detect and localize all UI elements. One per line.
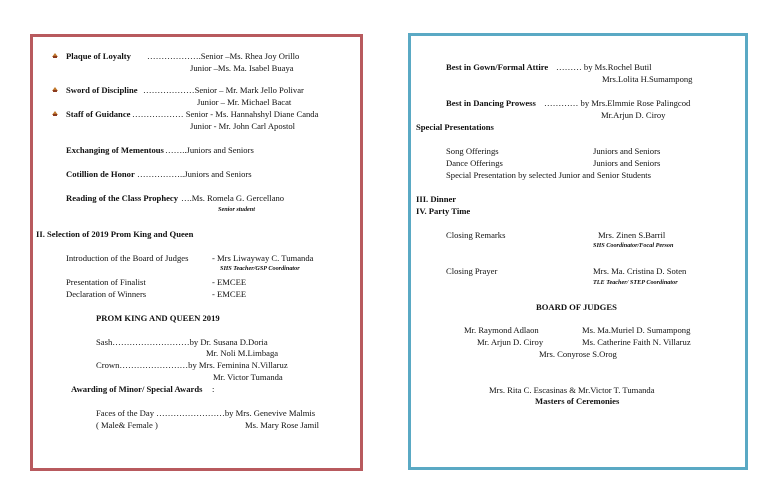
cotillion-label: Cotillion de Honor: [66, 169, 135, 179]
gown-value2: Mrs.Lolita H.Sumampong: [602, 74, 693, 84]
bullet-icon: [52, 110, 58, 116]
prophecy-label: Reading of the Class Prophecy: [66, 193, 179, 203]
bullet-icon: [52, 86, 58, 92]
closing-remarks-role: SHS Coordinator/Focal Person: [593, 242, 674, 249]
judge-conyrose: Mrs. Conyrose S.Orog: [539, 349, 617, 359]
prophecy-value: ….Ms. Romela G. Gercellano: [181, 193, 285, 203]
bullet-icon: [52, 52, 58, 58]
prophecy-role: Senior student: [218, 206, 255, 213]
sash-line: Sash………………………by Dr. Susana D.Doria: [96, 337, 268, 347]
prom-heading: PROM KING AND QUEEN 2019: [96, 313, 220, 323]
dancing-value: ………… by Mrs.Elmmie Rose Palingcod: [544, 98, 691, 108]
closing-prayer-label: Closing Prayer: [446, 266, 498, 276]
plaque-junior: Junior –Ms. Ma. Isabel Buaya: [190, 63, 294, 73]
mementos-label: Exchanging of Mementous: [66, 145, 164, 155]
closing-prayer-value: Mrs. Ma. Cristina D. Soten: [593, 266, 687, 276]
crown-line2: Mr. Victor Tumanda: [213, 372, 283, 382]
gown-label: Best in Gown/Formal Attire: [446, 62, 549, 72]
faces-presenter: Ms. Mary Rose Jamil: [245, 420, 319, 430]
song-value: Juniors and Seniors: [593, 146, 661, 156]
sword-junior: Junior – Mr. Michael Bacat: [197, 97, 292, 107]
plaque-senior: ……………….Senior –Ms. Rhea Joy Orillo: [147, 51, 300, 61]
cotillion-value: ……………..Juniors and Seniors: [137, 169, 252, 179]
emcees-names: Mrs. Rita C. Escasinas & Mr.Victor T. Tumanda: [489, 385, 655, 395]
dancing-label: Best in Dancing Prowess: [446, 98, 536, 108]
mementos-value: ……..Juniors and Seniors: [165, 145, 254, 155]
dance-label: Dance Offerings: [446, 158, 503, 168]
faces-category: ( Male& Female ): [96, 420, 158, 430]
intro-judges-value: - Mrs Liwayway C. Tumanda: [212, 253, 314, 263]
board-heading: BOARD OF JUDGES: [536, 302, 617, 312]
awards-label: Awarding of Minor/ Special Awards: [71, 384, 203, 394]
staff-junior: Junior - Mr. John Carl Apostol: [190, 121, 296, 131]
judge-muriel: Ms. Ma.Muriel D. Sumampong: [582, 325, 691, 335]
sword-senior: ………………Senior – Mr. Mark Jello Polivar: [143, 85, 304, 95]
winners-value: - EMCEE: [212, 289, 247, 299]
awards-colon: :: [212, 384, 215, 394]
closing-prayer-role: TLE Teacher/ STEP Coordinator: [593, 279, 678, 286]
judge-raymond: Mr. Raymond Adlaon: [464, 325, 539, 335]
judge-catherine: Ms. Catherine Faith N. Villaruz: [582, 337, 691, 347]
dance-value: Juniors and Seniors: [593, 158, 661, 168]
emcees-title: Masters of Ceremonies: [535, 396, 620, 406]
staff-label: Staff of Guidance: [66, 109, 131, 119]
judge-arjun: Mr. Arjun D. Ciroy: [477, 337, 544, 347]
sword-label: Sword of Discipline: [66, 85, 138, 95]
crown-line: Crown……………………by Mrs. Feminina N.Villaruz: [96, 360, 288, 370]
intro-judges-label: Introduction of the Board of Judges: [66, 253, 189, 263]
intro-judges-role: SHS Teacher/GSP Coordinator: [220, 265, 300, 272]
faces-line: Faces of the Day ……………………by Mrs. Genevive Malmis: [96, 408, 316, 418]
staff-senior: ……………… Senior - Ms. Hannahshyl Diane Canda: [132, 109, 319, 119]
party-heading: IV. Party Time: [416, 206, 471, 216]
finalist-value: - EMCEE: [212, 277, 247, 287]
winners-label: Declaration of Winners: [66, 289, 147, 299]
closing-remarks-value: Mrs. Zinen S.Barril: [598, 230, 666, 240]
dinner-heading: III. Dinner: [416, 194, 457, 204]
section2-heading: II. Selection of 2019 Prom King and Queen: [36, 229, 194, 239]
plaque-label: Plaque of Loyalty: [66, 51, 131, 61]
special-heading: Special Presentations: [416, 122, 494, 132]
closing-remarks-label: Closing Remarks: [446, 230, 506, 240]
sash-line2: Mr. Noli M.Limbaga: [206, 348, 279, 358]
special-line: Special Presentation by selected Junior and Senior Students: [446, 170, 652, 180]
song-label: Song Offerings: [446, 146, 499, 156]
gown-value: ……… by Ms.Rochel Butil: [556, 62, 652, 72]
dancing-value2: Mr.Arjun D. Ciroy: [601, 110, 666, 120]
finalist-label: Presentation of Finalist: [66, 277, 146, 287]
